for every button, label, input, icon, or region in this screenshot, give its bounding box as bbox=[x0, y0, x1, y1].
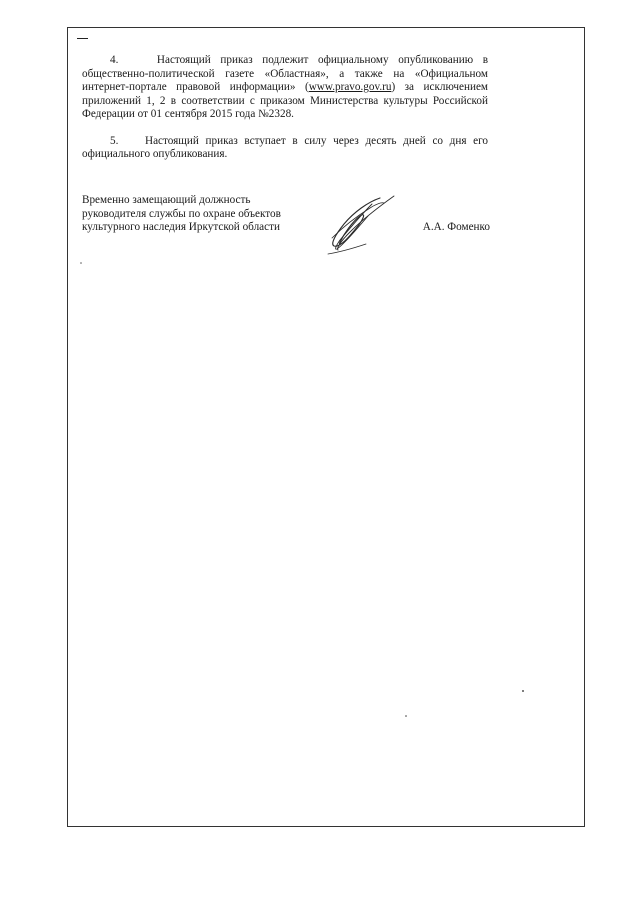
scan-speck bbox=[80, 262, 82, 264]
corner-mark bbox=[77, 38, 88, 39]
scan-speck bbox=[405, 715, 407, 717]
signature-block bbox=[82, 194, 490, 264]
signer-title-line-2: руководителя службы по охране объектов bbox=[82, 207, 281, 220]
signer-title-line-1: Временно замещающий должность bbox=[82, 194, 251, 206]
paragraph-5-text: Настоящий приказ вступает в силу через десять дней со дня его официального опубликования. bbox=[82, 134, 489, 160]
handwritten-signature bbox=[310, 194, 410, 256]
paragraph-4 bbox=[82, 54, 488, 122]
signer-name: А.А. Фоменко bbox=[422, 221, 490, 233]
paragraph-5 bbox=[82, 135, 488, 162]
signer-title bbox=[82, 194, 322, 235]
paragraph-4-text-start: Настоящий приказ подлежит официальному опубликованию в общественно-политической газете «Областная», а также на «Официальном интернет-портале правовой информации» ( bbox=[82, 54, 489, 93]
paragraph-4-text-end: ) за исключением приложений 1, 2 в соответствии с приказом Министерства культуры Российской Федерации от 01 сентября 2015 года №2328. bbox=[82, 81, 488, 120]
pravo-link[interactable]: www.pravo.gov.ru bbox=[308, 81, 392, 93]
document-body bbox=[82, 54, 488, 162]
paragraph-4-number: 4. bbox=[110, 54, 119, 66]
signer-title-line-3: культурного наследия Иркутской области bbox=[82, 221, 280, 233]
paragraph-5-number: 5. bbox=[110, 134, 119, 147]
scan-speck bbox=[522, 690, 524, 692]
